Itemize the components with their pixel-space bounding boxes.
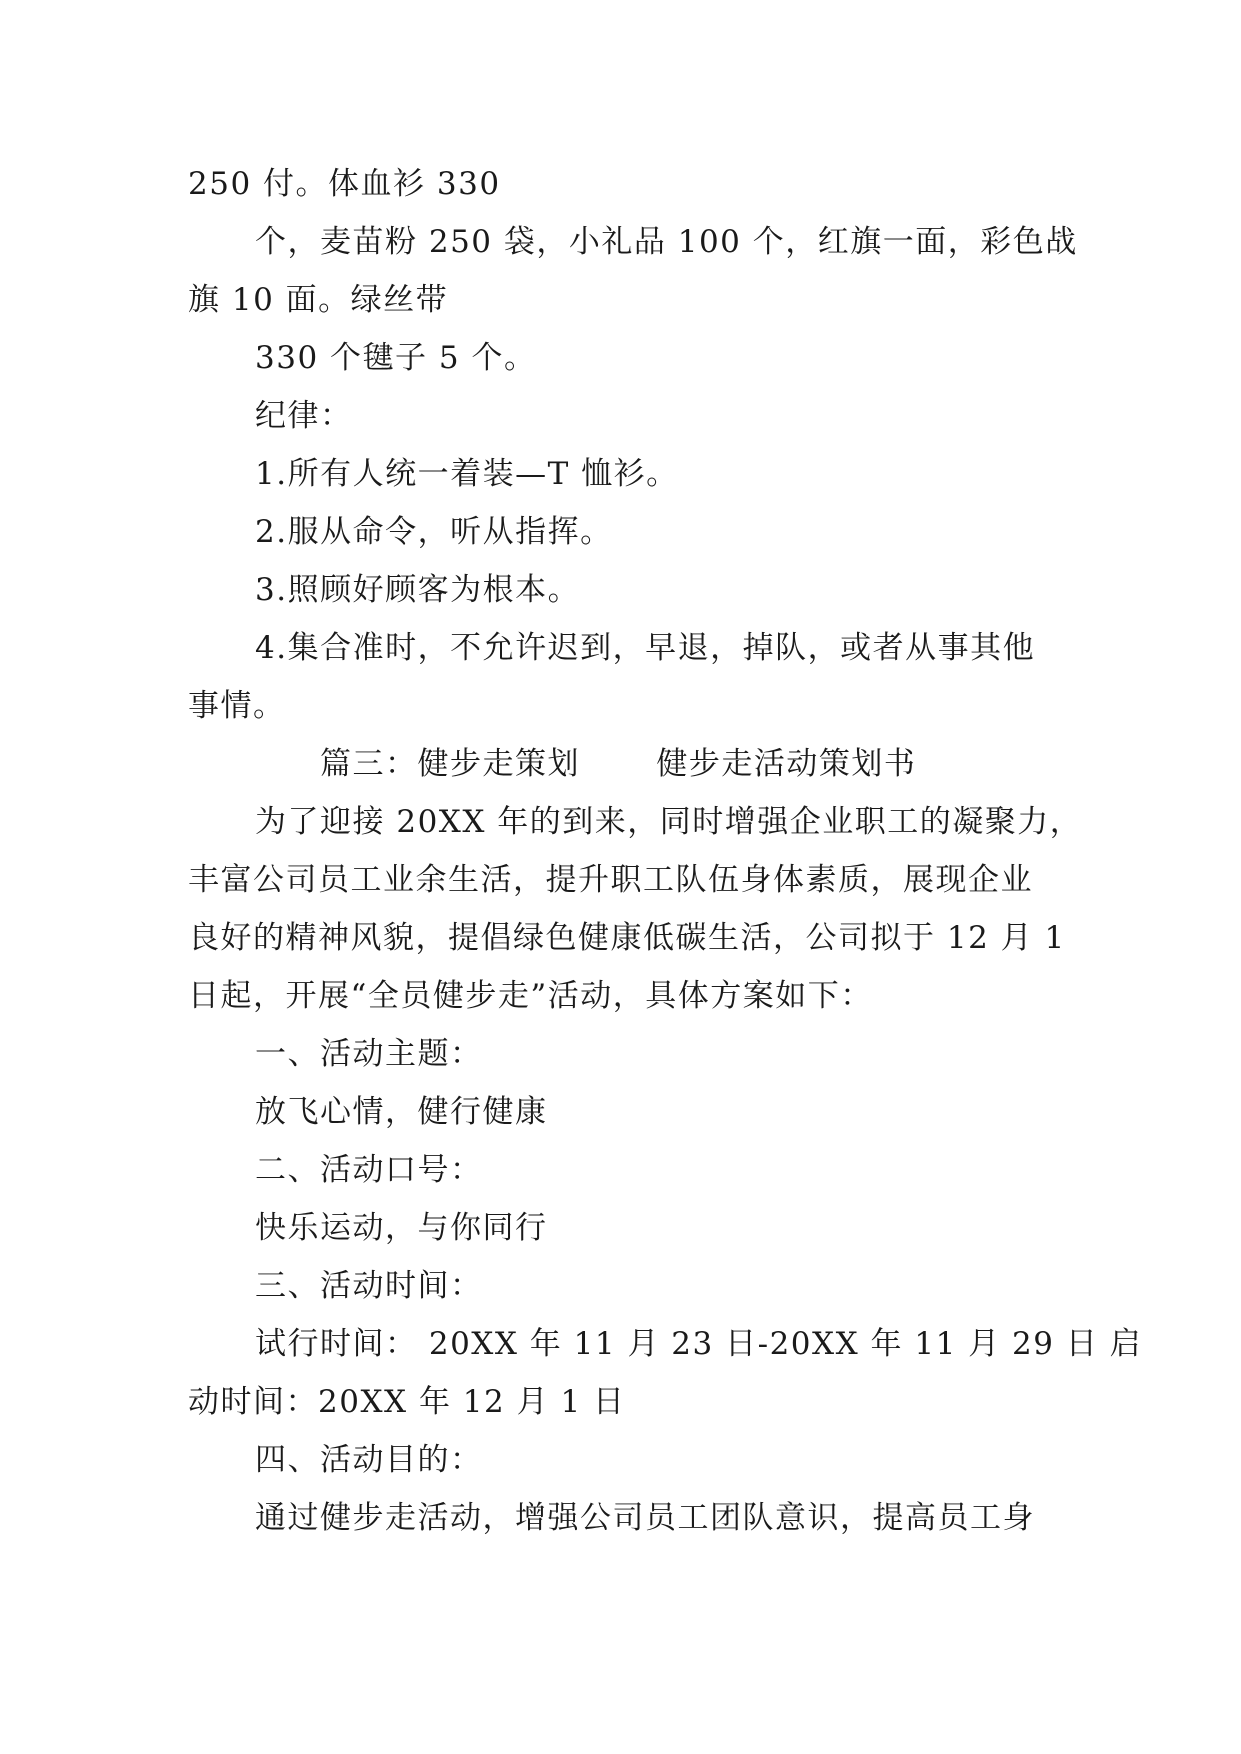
text-line: 良好的精神风貌，提倡绿色健康低碳生活，公司拟于 12 月 1 <box>188 920 1066 956</box>
text-line: 250 付。体血衫 330 <box>188 166 501 202</box>
text-line: 4.集合准时，不允许迟到，早退，掉队，或者从事其他 <box>255 630 1036 666</box>
section-heading: 二、活动口号： <box>255 1152 483 1188</box>
text-line: 1.所有人统一着装—T 恤衫。 <box>255 456 679 492</box>
text-line: 旗 10 面。绿丝带 <box>188 282 449 318</box>
text-line: 330 个毽子 5 个。 <box>255 340 537 376</box>
text-line: 事情。 <box>188 688 286 724</box>
text-line: 为了迎接 20XX 年的到来，同时增强企业职工的凝聚力， <box>255 804 1083 840</box>
text-line: 丰富公司员工业余生活，提升职工队伍身体素质，展现企业 <box>188 862 1033 898</box>
text-line: 放飞心情，健行健康 <box>255 1094 548 1130</box>
text-line: 日起，开展“全员健步走”活动，具体方案如下： <box>188 978 873 1014</box>
section-heading: 一、活动主题： <box>255 1036 483 1072</box>
section-heading: 四、活动目的： <box>255 1442 483 1478</box>
text-line: 试行时间： 20XX 年 11 月 23 日-20XX 年 11 月 29 日 启 <box>255 1326 1143 1362</box>
text-line: 快乐运动，与你同行 <box>255 1210 548 1246</box>
text-line: 3.照顾好顾客为根本。 <box>255 572 581 608</box>
section-heading: 三、活动时间： <box>255 1268 483 1304</box>
text-line: 动时间：20XX 年 12 月 1 日 <box>188 1384 626 1420</box>
text-line: 2.服从命令，听从指挥。 <box>255 514 613 550</box>
section-title: 篇三：健步走策划 健步走活动策划书 <box>320 746 917 782</box>
text-line: 纪律： <box>255 398 353 434</box>
text-line: 通过健步走活动，增强公司员工团队意识，提高员工身 <box>255 1500 1035 1536</box>
text-line: 个，麦苗粉 250 袋，小礼品 100 个，红旗一面，彩色战 <box>255 224 1078 260</box>
